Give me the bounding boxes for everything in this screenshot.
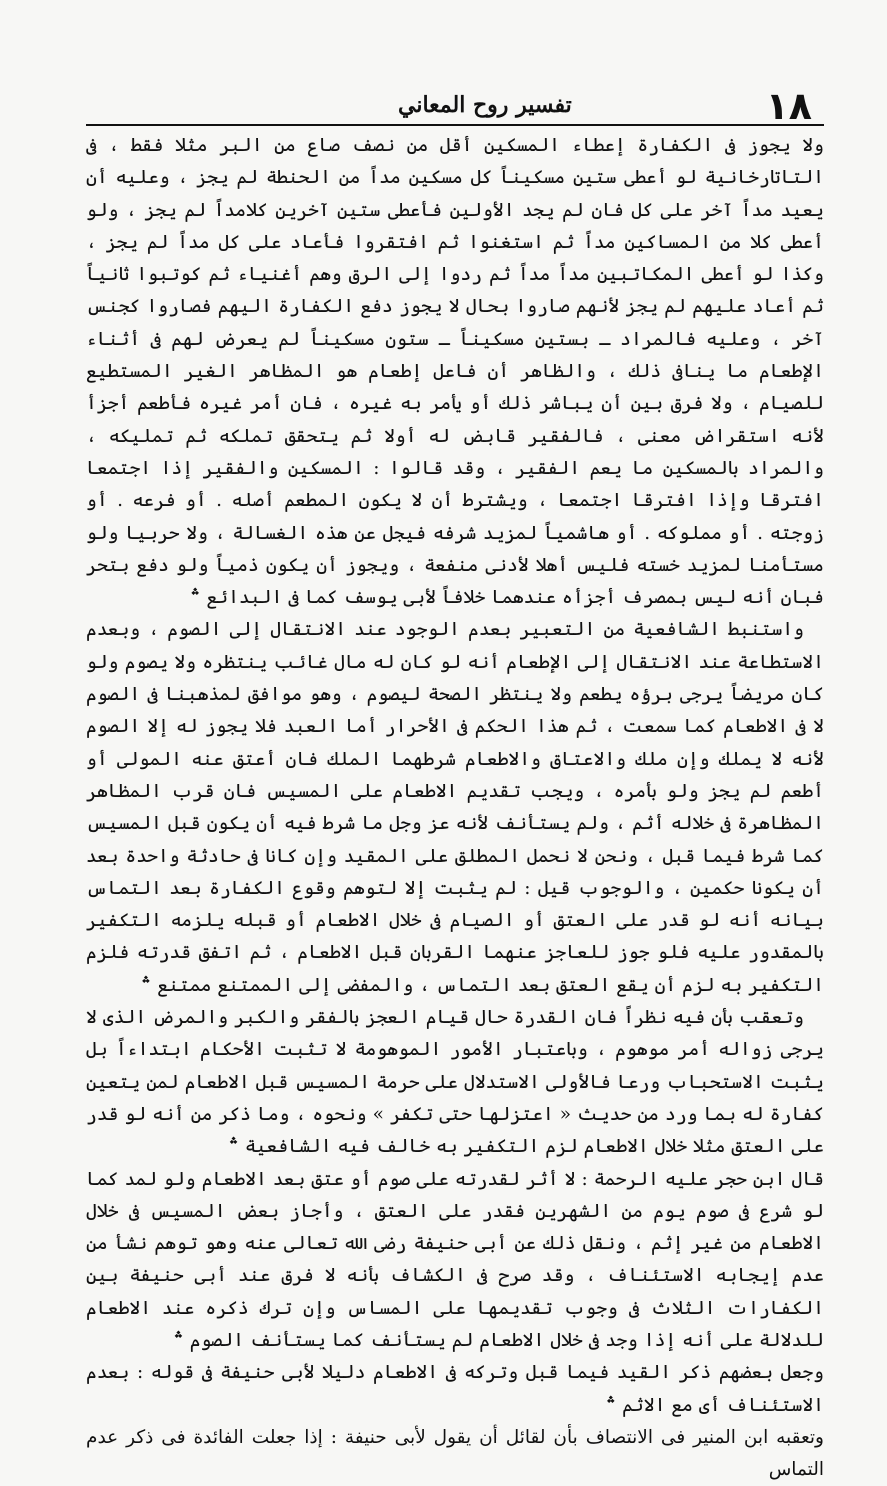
paragraph: وتعقبه ابن المنير فى الانتصاف بأن لقائل أن يقول لأبى حنيفة : إذا جعلت الفائدة فى ذكر عدم التماس	[86, 1426, 824, 1481]
page-number: ١٨	[765, 84, 812, 128]
paragraph: واستنبط الشافعية من التعبير بعدم الوجود عند الانتقال إلى الصوم ، وبعدم الاستطاعة عند الانتقال إلى الإطعام أنه لو كان له مال غائب ينتظره ولا يصوم ولو كان مريضاً يرجى برؤه يطعم ولا ينتظر الصحة ليصوم ، وهو موافق لمذهبنا فى الصوم لا فى الاطعام كما سمعت ، ثم هذا الحكم فى الأحرار أما العبد فلا يجوز له إلا الصوم لأنه لا يملك وإن ملك والاعتاق والاطعام شرطهما الملك فان أعتق عنه المولى أو أطعم لم يجز ولو بأمره ، ويجب تقديم الاطعام على المسيس فان قرب المظاهر المظاهرة فى خلاله أثم ، ولم يستأنف لأنه عز وجل ما شرط فيه أن يكون قبل المسيس كما شرط فيما قبل ، ونحن لا نحمل المطلق على المقيد وإن كانا فى حادثة واحدة بعد أن يكونا حكمين ، والوجوب قيل : لم يثبت إلا لتوهم وقوع الكفارة بعد التماس بيانه أنه لو قدر على العتق أو الصيام فى خلال الاطعام أو قبله يلزمه التكفير بالمقدور عليه فلو جوز للعاجز عنهما القربان قبل الاطعام ، ثم اتفق قدرته فلزم التكفير به لزم أن يقع العتق بعد التماس ، والمفضى إلى الممتنع ممتنع ؞	[86, 619, 824, 996]
paragraph: ولا يجوز فى الكفارة إعطاء المسكين أقل من نصف صاع من البر مثلا فقط ، فى التاتارخانية لو أعطى ستين مسكيناً كل مسكين مداً من الحنطة لم يجز ، وعليه أن يعيد مداً آخر على كل فان لم يجد الأولين فأعطى ستين آخرين كلامداً لم يجز ، ولو أعطى كلا من المساكين مداً ثم استغنوا ثم افتقروا فأعاد على كل مداً لم يجز ، وكذا لو أعطى المكاتبين مداً مداً ثم ردوا إلى الرق وهم أغنياء ثم كوتبوا ثانياً ثم أعاد عليهم لم يجز لأنهم صاروا بحال لا يجوز دفع الكفارة اليهم فصاروا كجنس آخر ، وعليه فالمراد ـ بستين مسكيناً ـ ستون مسكيناً لم يعرض لهم فى أثناء الإطعام ما ينافى ذلك ، والظاهر أن فاعل إطعام هو المظاهر الغير المستطيع للصيام ، ولا فرق بين أن يباشر ذلك أو يأمر به غيره ، فان أمر غيره فأطعم أجزأ لأنه استقراض معنى ، فالفقير قابض له أولا ثم يتحقق تملكه ثم تمليكه ، والمراد بالمسكين ما يعم الفقير ، وقد قالوا : المسكين والفقير إذا اجتمعا افترقا وإذا افترقا اجتمعا ، ويشترط أن لا يكون المطعم أصله . أو فرعه . أو زوجته . أو مملوكه . أو هاشمياً لمزيد شرفه فيجل عن هذه الغسالة ، ولا حربيا ولو مستأمنا لمزيد خسته فليس أهلا لأدنى منفعة ، ويجوز أن يكون ذمياً ولو دفع بتحر فبان أنه ليس بمصرف أجزأه عندهما خلافاً لأبى يوسف كما فى البدائع ؞	[86, 135, 824, 609]
running-title: تفسير روح المعاني	[398, 92, 572, 118]
paragraph: قال ابن حجر عليه الرحمة : لا أثر لقدرته على صوم أو عتق بعد الاطعام ولو لمد كما لو شرع فى صوم يوم من الشهرين فقدر على العتق ، وأجاز بعض المسيس فى خلال الاطعام من غير إثم ، ونقل ذلك عن أبى حنيفة رضى الله تعالى عنه وهو توهم نشأ من عدم إيجابه الاستئناف ، وقد صرح فى الكشاف بأنه لا فرق عند أبى حنيفة بين الكفارات الثلاث فى وجوب تقديمها على المساس وإن ترك ذكره عند الاطعام للدلالة على أنه إذا وجد فى خلال الاطعام لم يستأنف كما يستأنف الصوم ؞	[86, 1168, 824, 1351]
paragraph: وجعل بعضهم ذكر القيد فيما قبل وتركه فى الاطعام دليلا لأبى حنيفة فى قوله : بعدم الاستئناف أى مع الاثم ؞	[86, 1362, 824, 1416]
body-text	[86, 130, 824, 1486]
page-header	[82, 84, 812, 128]
header-rule	[86, 124, 824, 126]
paragraph: وتعقب بأن فيه نظراً فان القدرة حال قيام العجز بالفقر والكبر والمرض الذى لا يرجى زواله أمر موهوم ، وباعتبار الأمور الموهومة لا تثبت الأحكام ابتداءاً بل يثبت الاستحباب ورعا فالأولى الاستدلال على حرمة المسيس قبل الاطعام لمن يتعين كفارة له بما ورد من حديث « اعتزلها حتى تكفر » ونحوه ، وما ذكر من أنه لو قدر على العتق مثلا خلال الاطعام لزم التكفير به خالف فيه الشافعية ؞	[86, 1007, 824, 1158]
